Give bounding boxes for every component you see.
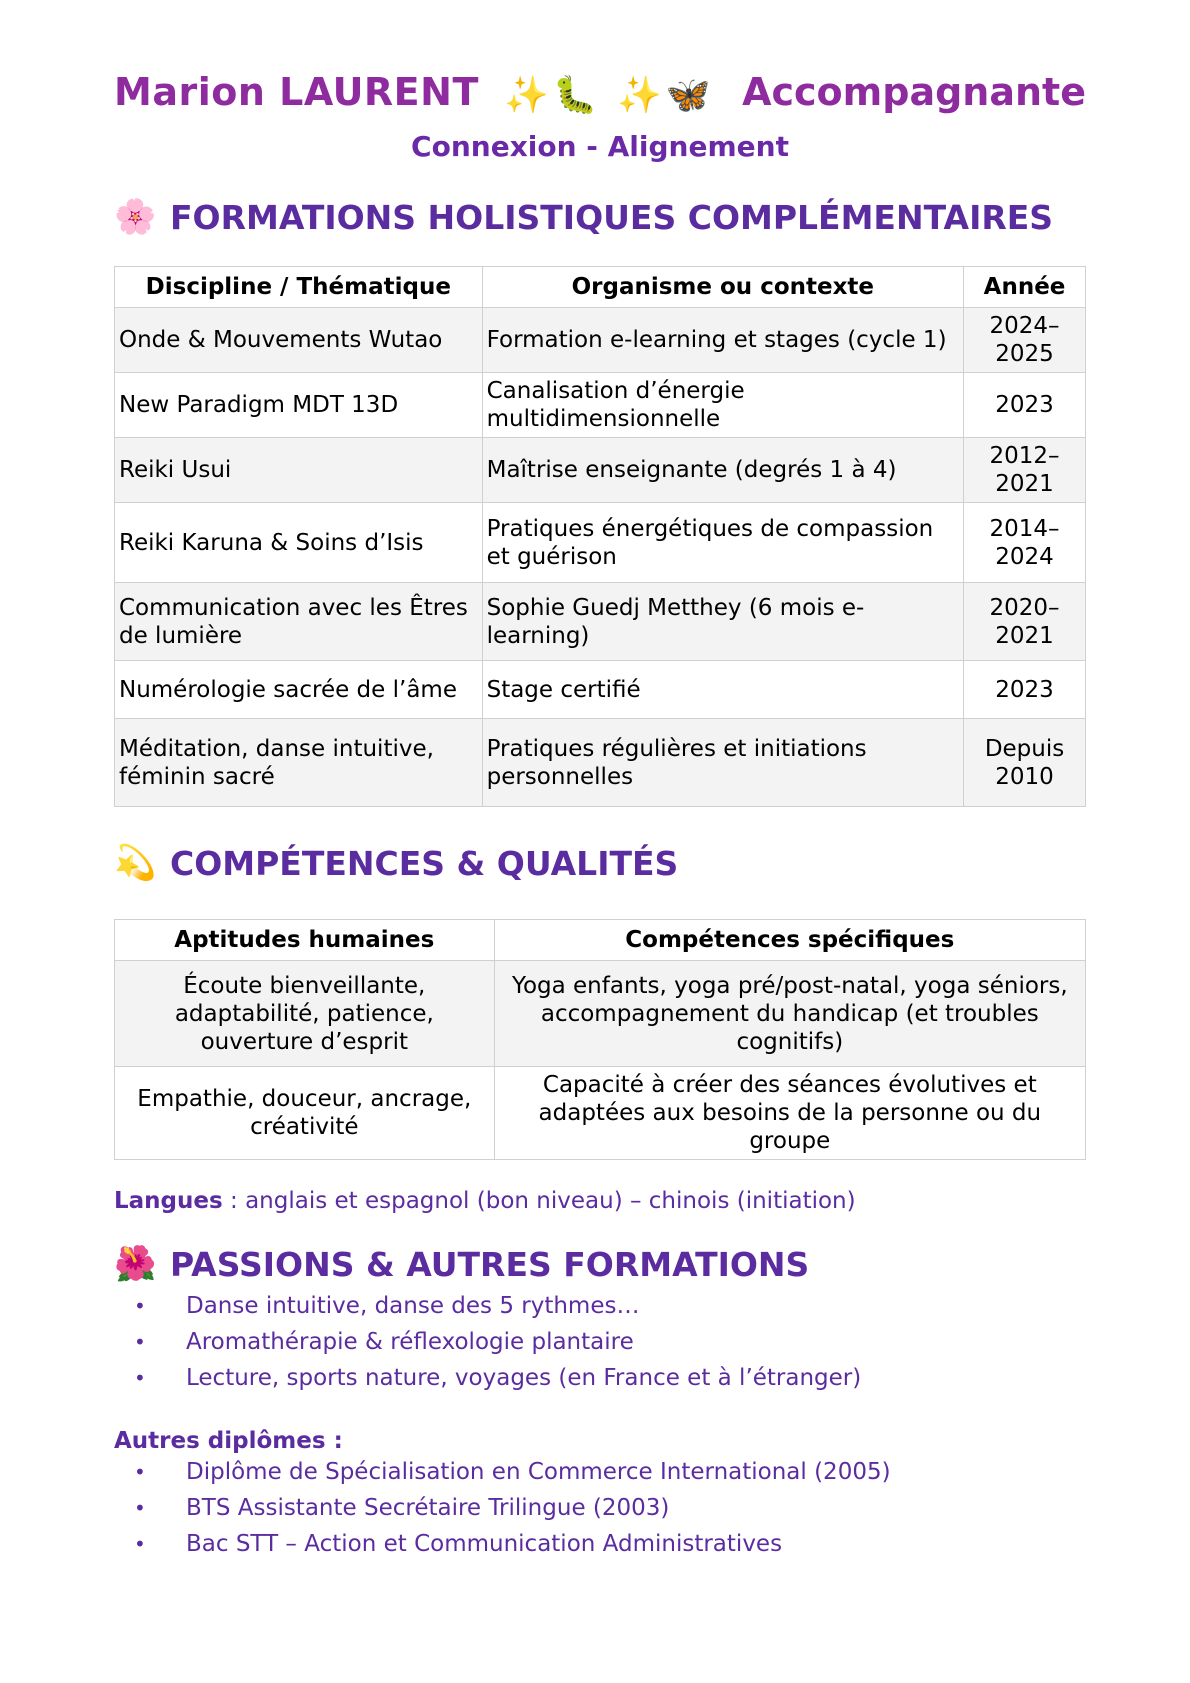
list-item: • Danse intuitive, danse des 5 rythmes… <box>114 1288 1086 1324</box>
cherry-blossom-icon: 🌸 <box>114 197 157 237</box>
table-cell: Pratiques énergétiques de compassion et guérison <box>482 503 963 583</box>
formations-heading <box>114 197 1086 237</box>
column-header: Aptitudes humaines <box>115 920 495 961</box>
list-item: • Diplôme de Spécialisation en Commerce International (2005) <box>114 1454 1086 1490</box>
table-cell: Onde & Mouvements Wutao <box>115 308 483 373</box>
table-row <box>115 583 1086 661</box>
bullet-icon: • <box>134 1366 146 1390</box>
column-header: Année <box>964 267 1086 308</box>
table-cell: 2012–2021 <box>964 438 1086 503</box>
competences-title: COMPÉTENCES & QUALITÉS <box>170 843 679 883</box>
bullet-icon: • <box>134 1532 146 1556</box>
table-cell: Maîtrise enseignante (degrés 1 à 4) <box>482 438 963 503</box>
header <box>114 0 1086 180</box>
table-row <box>115 503 1086 583</box>
diplomes-list <box>114 1454 1086 1562</box>
list-item: • Lecture, sports nature, voyages (en France et à l’étranger) <box>114 1360 1086 1396</box>
column-header: Organisme ou contexte <box>482 267 963 308</box>
bullet-icon: • <box>134 1496 146 1520</box>
competences-table <box>114 919 1086 1160</box>
table-cell: 2014–2024 <box>964 503 1086 583</box>
list-item: • BTS Assistante Secrétaire Trilingue (2003) <box>114 1490 1086 1526</box>
tagline: Connexion - Alignement <box>411 130 789 163</box>
langues-separator: : <box>222 1188 246 1214</box>
table-cell: Méditation, danse intuitive, féminin sacré <box>115 719 483 807</box>
table-cell: 2020–2021 <box>964 583 1086 661</box>
table-cell: Empathie, douceur, ancrage, créativité <box>115 1067 495 1160</box>
table-row <box>115 373 1086 438</box>
table-cell: 2024–2025 <box>964 308 1086 373</box>
table-row <box>115 719 1086 807</box>
table-cell: Reiki Usui <box>115 438 483 503</box>
table-cell: Yoga enfants, yoga pré/post-natal, yoga séniors, accompagnement du handicap (et troubles cognitifs) <box>494 961 1085 1067</box>
table-cell: Sophie Guedj Metthey (6 mois e-learning) <box>482 583 963 661</box>
table-cell: Reiki Karuna & Soins d’Isis <box>115 503 483 583</box>
table-row <box>115 661 1086 719</box>
passions-list <box>114 1288 1086 1396</box>
table-row <box>115 308 1086 373</box>
langues-line <box>114 1188 1086 1214</box>
bullet-icon: • <box>134 1294 146 1318</box>
column-header: Discipline / Thématique <box>115 267 483 308</box>
person-role: Accompagnante <box>742 70 1086 114</box>
table-cell: 2023 <box>964 661 1086 719</box>
table-row <box>115 961 1086 1067</box>
dizzy-star-icon: 💫 <box>114 843 157 883</box>
langues-text: anglais et espagnol (bon niveau) – chinois (initiation) <box>245 1188 856 1214</box>
formations-title: FORMATIONS HOLISTIQUES COMPLÉMENTAIRES <box>170 197 1054 237</box>
diplomes-label: Autres diplômes : <box>114 1428 343 1454</box>
table-cell: Communication avec les Êtres de lumière <box>115 583 483 661</box>
formations-table <box>114 266 1086 807</box>
table-row <box>115 438 1086 503</box>
bullet-icon: • <box>134 1460 146 1484</box>
table-header-row <box>115 267 1086 308</box>
table-cell: Depuis 2010 <box>964 719 1086 807</box>
hibiscus-icon: 🌺 <box>114 1244 157 1284</box>
list-item: • Bac STT – Action et Communication Administratives <box>114 1526 1086 1562</box>
passions-heading <box>114 1244 1086 1284</box>
table-header-row <box>115 920 1086 961</box>
cv-page <box>114 0 1086 1562</box>
table-cell: Canalisation d’énergie multidimensionnelle <box>482 373 963 438</box>
list-item: • Aromathérapie & réflexologie plantaire <box>114 1324 1086 1360</box>
table-cell: Pratiques régulières et initiations personnelles <box>482 719 963 807</box>
langues-label: Langues <box>114 1188 223 1214</box>
table-cell: Stage certifié <box>482 661 963 719</box>
table-cell: 2023 <box>964 373 1086 438</box>
competences-heading <box>114 843 1086 883</box>
sparkle-caterpillar-butterfly-icon: ✨🐛 ✨🦋 <box>504 75 715 116</box>
column-header: Compétences spécifiques <box>494 920 1085 961</box>
table-cell: Numérologie sacrée de l’âme <box>115 661 483 719</box>
table-row <box>115 1067 1086 1160</box>
person-name: Marion LAURENT <box>114 70 479 114</box>
table-cell: Capacité à créer des séances évolutives et adaptées aux besoins de la personne ou du groupe <box>494 1067 1085 1160</box>
table-cell: Écoute bienveillante, adaptabilité, patience, ouverture d’esprit <box>115 961 495 1067</box>
table-cell: New Paradigm MDT 13D <box>115 373 483 438</box>
bullet-icon: • <box>134 1330 146 1354</box>
passions-title: PASSIONS & AUTRES FORMATIONS <box>170 1244 810 1284</box>
table-cell: Formation e-learning et stages (cycle 1) <box>482 308 963 373</box>
